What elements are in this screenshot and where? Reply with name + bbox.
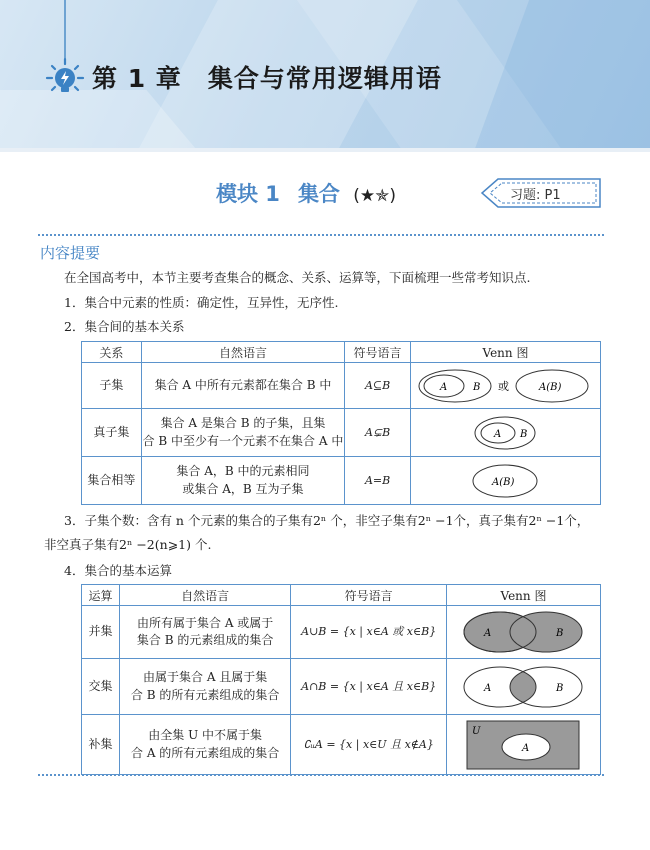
operations-table (81, 584, 601, 775)
venn-diagram (410, 363, 600, 409)
module-name: 集合 (297, 182, 340, 206)
operation-name: 补集 (82, 715, 120, 775)
bulb-wire (64, 0, 66, 58)
venn-diagram (446, 659, 600, 715)
header-cell: 自然语言 (119, 585, 290, 606)
table-row (82, 363, 601, 409)
natural-language: 由全集 U 中不属于集 合 A 的所有元素组成的集合 (119, 715, 290, 775)
natural-language: 集合 A 是集合 B 的子集，且集 合 B 中至少有一个元素不在集合 A 中 (141, 409, 344, 457)
header-cell: Venn 图 (446, 585, 600, 606)
exercise-reference: 习题: P1 (510, 188, 561, 203)
item-1: 1．集合中元素的性质：确定性，互异性，无序性. (64, 295, 339, 310)
table-row (82, 606, 601, 659)
venn-label-ab: A(B) (539, 381, 562, 393)
relation-name: 真子集 (82, 409, 142, 457)
symbol-language: ∁ᵤA = {x | x∈U 且 x∉A} (291, 715, 447, 775)
chapter-label: 第 1 章 (92, 64, 182, 93)
intro-paragraph: 在全国高考中，本节主要考查集合的概念、关系、运算等，下面梳理一些常考知识点. (64, 270, 531, 285)
table-row (82, 715, 601, 775)
venn-label-b: B (473, 381, 481, 393)
exercise-reference-tag (480, 177, 604, 209)
venn-diagram (446, 606, 600, 659)
header-cell: Venn 图 (410, 342, 600, 363)
relation-name: 集合相等 (82, 457, 142, 505)
header-cell: 符号语言 (291, 585, 447, 606)
table-row (82, 659, 601, 715)
module-label: 模块 1 (216, 182, 280, 206)
venn-diagram (410, 457, 600, 505)
venn-diagram (446, 715, 600, 775)
venn-label-a: A (484, 682, 492, 694)
venn-label-a: A (484, 628, 492, 639)
natural-language: 由所有属于集合 A 或属于 集合 B 的元素组成的集合 (119, 606, 290, 659)
natural-language: 由属于集合 A 且属于集 合 B 的所有元素组成的集合 (119, 659, 290, 715)
venn-label-a: A (522, 742, 530, 754)
venn-label-a: A (494, 428, 502, 440)
symbol-language: A⊊B (345, 409, 411, 457)
operation-name: 交集 (82, 659, 120, 715)
difficulty-stars: (★✯) (353, 186, 397, 206)
operation-name: 并集 (82, 606, 120, 659)
item-2: 2．集合间的基本关系 (64, 319, 185, 334)
module-title (216, 178, 396, 208)
header-cell: 运算 (82, 585, 120, 606)
section-divider-bottom (38, 774, 604, 776)
chapter-banner (0, 0, 650, 148)
natural-language: 集合 A，B 中的元素相同 或集合 A，B 互为子集 (141, 457, 344, 505)
symbol-language: A∪B = {x | x∈A 或 x∈B} (291, 606, 447, 659)
symbol-language: A⊆B (345, 363, 411, 409)
venn-or: 或 (498, 379, 510, 393)
table-row (82, 457, 601, 505)
symbol-language: A∩B = {x | x∈A 且 x∈B} (291, 659, 447, 715)
chapter-heading (92, 59, 442, 95)
venn-label-b: B (556, 682, 564, 694)
table-header-row (82, 342, 601, 363)
header-cell: 符号语言 (345, 342, 411, 363)
venn-label-b: B (520, 428, 528, 440)
chapter-title: 集合与常用逻辑用语 (207, 64, 442, 93)
header-cell: 关系 (82, 342, 142, 363)
symbol-language: A=B (345, 457, 411, 505)
item-4: 4．集合的基本运算 (64, 563, 172, 578)
item-3-line-2: 非空真子集有2ⁿ −2(n⩾1) 个. (44, 537, 212, 552)
header-cell: 自然语言 (141, 342, 344, 363)
section-divider-top (38, 234, 604, 236)
relations-table (81, 341, 601, 505)
section-heading: 内容提要 (40, 244, 101, 262)
banner-divider (0, 148, 650, 152)
venn-label-ab: A(B) (492, 476, 515, 488)
table-header-row (82, 585, 601, 606)
table-row (82, 409, 601, 457)
venn-label-b: B (556, 628, 564, 639)
venn-diagram (410, 409, 600, 457)
natural-language: 集合 A 中所有元素都在集合 B 中 (141, 363, 344, 409)
lightbulb-icon (44, 56, 86, 98)
item-3-line-1: 3．子集个数：含有 n 个元素的集合的子集有2ⁿ 个，非空子集有2ⁿ −1个，真子集有2ⁿ −1个， (64, 513, 590, 528)
venn-label-a: A (440, 381, 448, 393)
venn-label-u: U (472, 725, 481, 737)
relation-name: 子集 (82, 363, 142, 409)
